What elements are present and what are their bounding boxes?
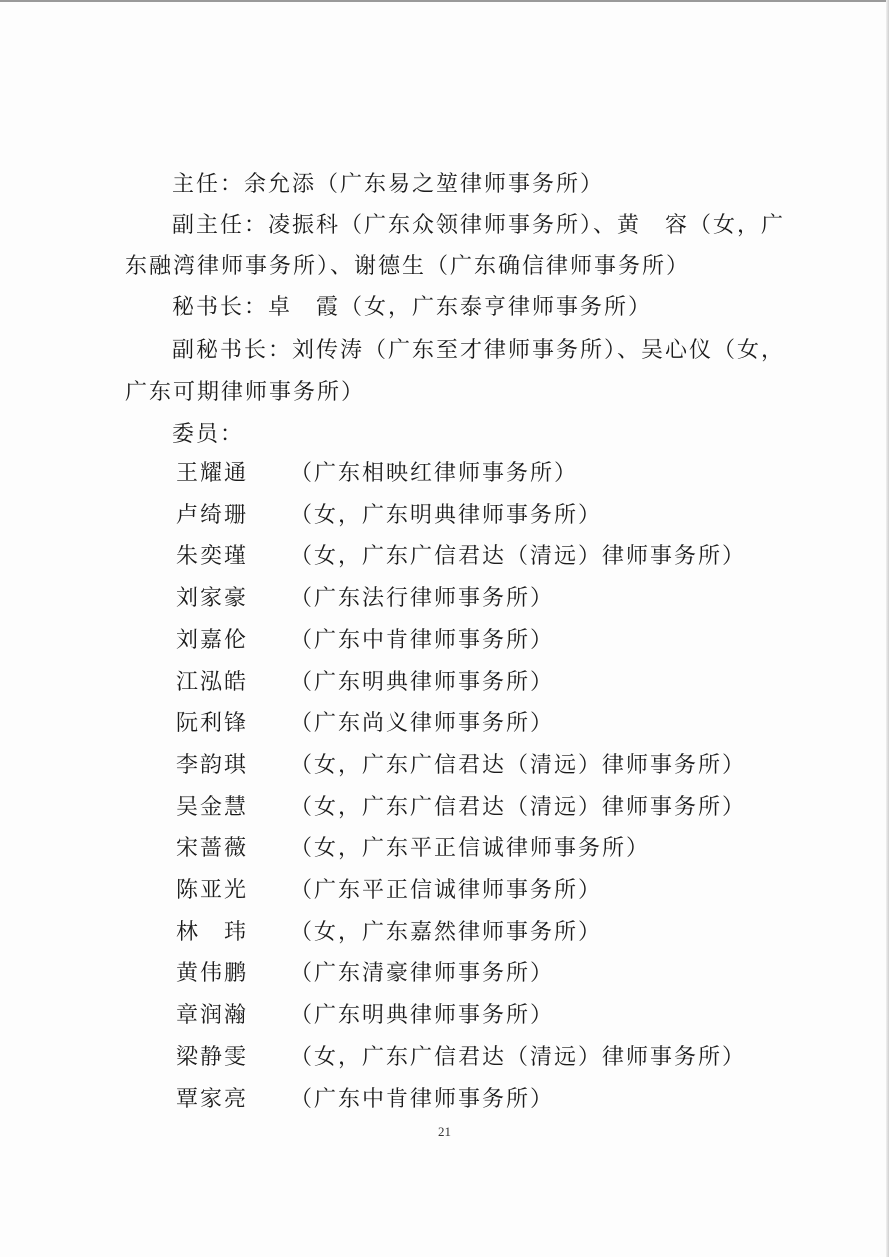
scan-top-edge bbox=[0, 0, 889, 2]
member-name: 林 玮 bbox=[176, 920, 249, 945]
member-firm: （女，广东明典律师事务所） bbox=[290, 503, 603, 528]
member-row bbox=[176, 875, 602, 907]
member-name: 梁静雯 bbox=[176, 1045, 249, 1070]
member-firm: （女，广东广信君达（清远）律师事务所） bbox=[290, 795, 747, 820]
member-row bbox=[176, 833, 650, 865]
member-firm: （女，广东广信君达（清远）律师事务所） bbox=[290, 544, 747, 569]
member-row bbox=[176, 541, 746, 573]
deputy-director-line-2: 东融湾律师事务所）、谢德生（广东确信律师事务所） bbox=[125, 254, 691, 279]
member-row bbox=[176, 792, 746, 824]
member-row bbox=[176, 458, 578, 490]
member-name: 阮利锋 bbox=[176, 711, 249, 736]
member-name: 覃家亮 bbox=[176, 1087, 249, 1112]
member-firm: （女，广东广信君达（清远）律师事务所） bbox=[290, 753, 747, 778]
deputy-secretary-line-2: 广东可期律师事务所） bbox=[125, 380, 366, 405]
member-firm: （广东明典律师事务所） bbox=[290, 1003, 555, 1028]
member-row bbox=[176, 625, 554, 657]
member-name: 江泓皓 bbox=[176, 670, 249, 695]
member-firm: （广东中肯律师事务所） bbox=[290, 628, 555, 653]
member-name: 刘嘉伦 bbox=[176, 628, 249, 653]
member-row bbox=[176, 958, 554, 990]
member-firm: （广东尚义律师事务所） bbox=[290, 711, 555, 736]
member-name: 刘家豪 bbox=[176, 586, 249, 611]
member-row bbox=[176, 583, 554, 615]
deputy-director-line-1: 副主任：凌振科（广东众领律师事务所）、黄 容（女，广 bbox=[172, 213, 786, 238]
member-row bbox=[176, 917, 602, 949]
member-firm: （女，广东平正信诚律师事务所） bbox=[290, 836, 651, 861]
member-name: 黄伟鹏 bbox=[176, 961, 249, 986]
member-firm: （广东法行律师事务所） bbox=[290, 586, 555, 611]
member-firm: （广东明典律师事务所） bbox=[290, 670, 555, 695]
deputy-secretary-line-1: 副秘书长：刘传涛（广东至才律师事务所）、吴心仪（女， bbox=[172, 338, 786, 363]
member-name: 吴金慧 bbox=[176, 795, 249, 820]
director-line: 主任：余允添（广东易之堃律师事务所） bbox=[172, 172, 605, 197]
member-row bbox=[176, 1000, 554, 1032]
member-name: 王耀通 bbox=[176, 461, 249, 486]
member-name: 李韵琪 bbox=[176, 753, 249, 778]
member-firm: （女，广东广信君达（清远）律师事务所） bbox=[290, 1045, 747, 1070]
member-name: 卢绮珊 bbox=[176, 503, 249, 528]
member-row bbox=[176, 500, 602, 532]
member-name: 朱奕瑾 bbox=[176, 544, 249, 569]
member-row bbox=[176, 667, 554, 699]
member-firm: （女，广东嘉然律师事务所） bbox=[290, 920, 603, 945]
member-row bbox=[176, 750, 746, 782]
member-row bbox=[176, 708, 554, 740]
member-firm: （广东平正信诚律师事务所） bbox=[290, 878, 603, 903]
member-name: 陈亚光 bbox=[176, 878, 249, 903]
secretary-general-line: 秘书长：卓 霞（女，广东泰亨律师事务所） bbox=[172, 295, 653, 320]
member-name: 章润瀚 bbox=[176, 1003, 249, 1028]
member-firm: （广东相映红律师事务所） bbox=[290, 461, 579, 486]
member-name: 宋蔷薇 bbox=[176, 836, 249, 861]
member-firm: （广东中肯律师事务所） bbox=[290, 1087, 555, 1112]
page-number: 21 bbox=[438, 1124, 451, 1139]
member-row bbox=[176, 1042, 746, 1074]
members-heading: 委员： bbox=[172, 422, 245, 447]
member-row bbox=[176, 1084, 554, 1116]
member-firm: （广东清豪律师事务所） bbox=[290, 961, 555, 986]
